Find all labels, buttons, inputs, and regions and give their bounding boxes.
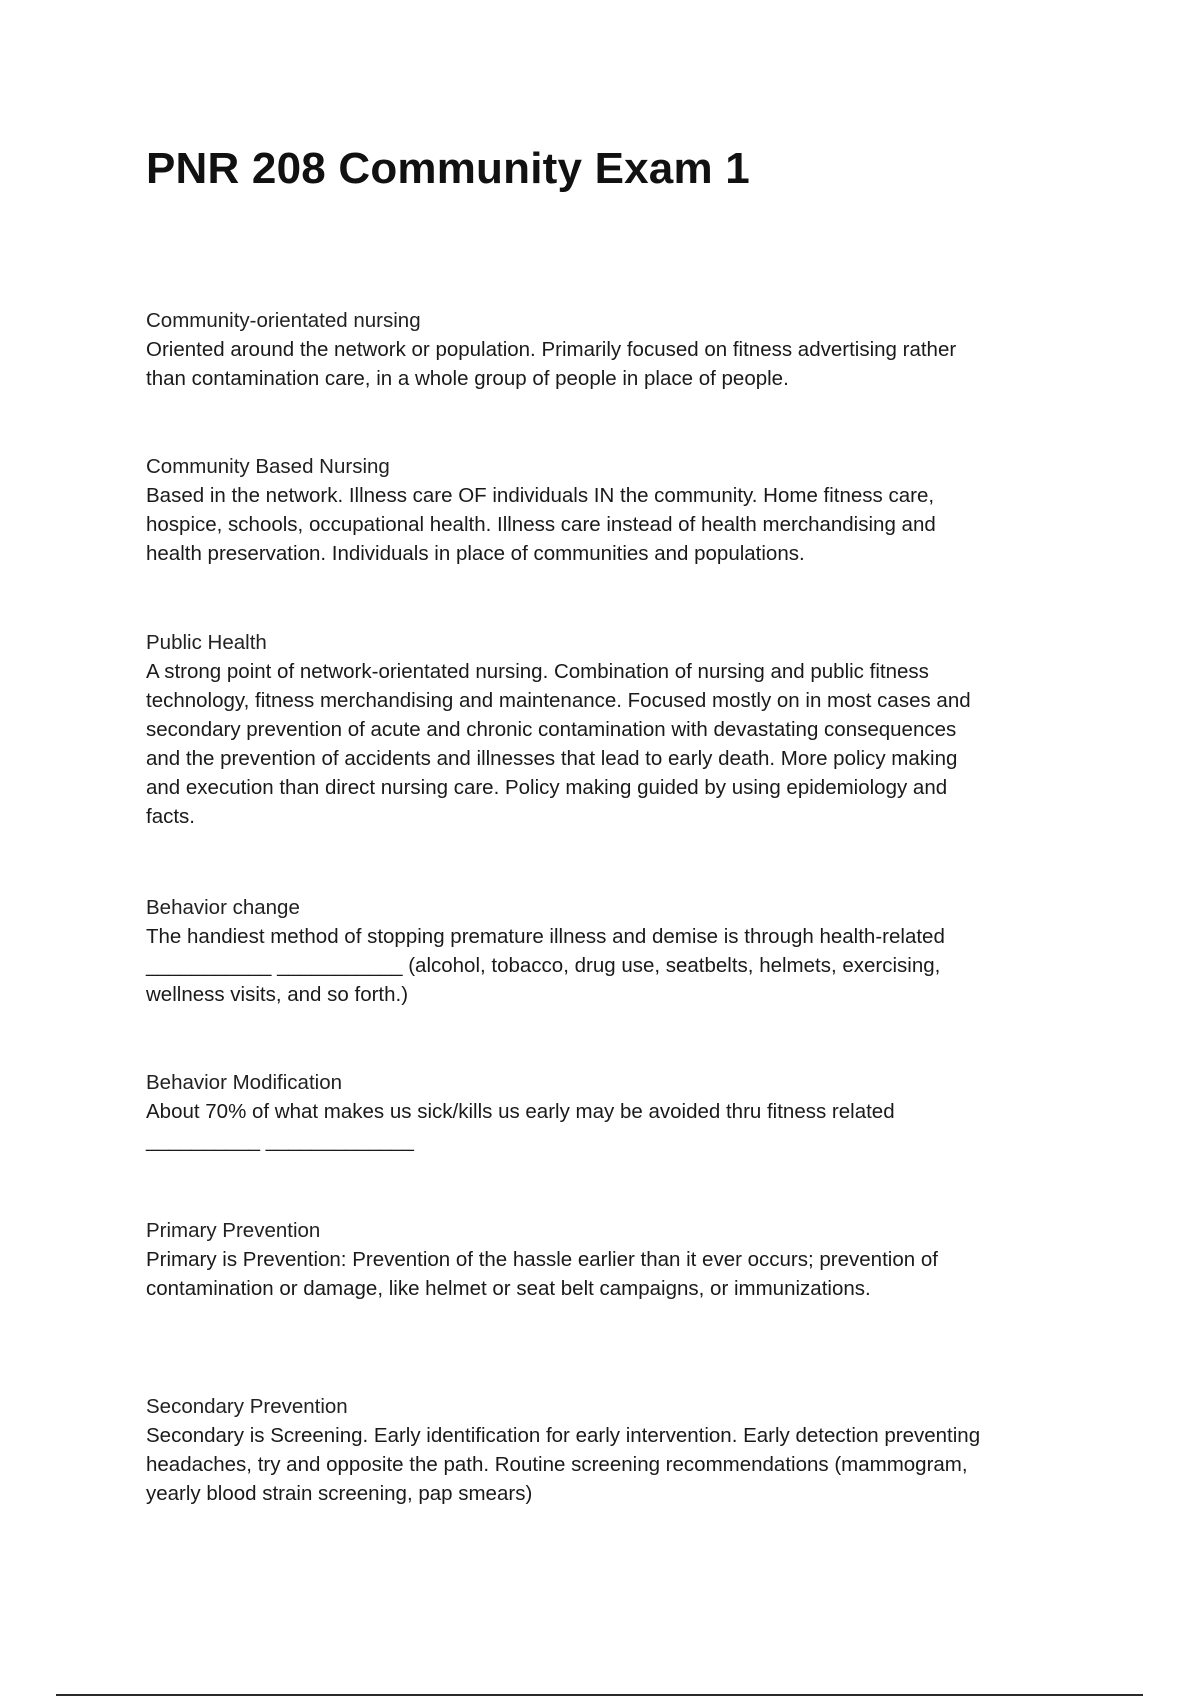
entry-secondary-prevention [146, 1392, 1066, 1508]
entry-definition: Primary is Prevention: Prevention of the hassle earlier than it ever occurs; prevention of contamination or damage, like helmet or seat belt campaigns, or immunizations. [146, 1248, 938, 1300]
document-title: PNR 208 Community Exam 1 [146, 144, 750, 193]
entry-primary-prevention [146, 1216, 1066, 1303]
entry-definition: The handiest method of stopping premature illness and demise is through health-related ___________ ___________ (alcohol, tobacco, drug use, seatbelts, helmets, exercising, wellness visits, and so forth.) [146, 925, 945, 1006]
entry-term: Secondary Prevention [146, 1395, 348, 1418]
entry-term: Primary Prevention [146, 1219, 321, 1242]
entry-behavior-change [146, 893, 1066, 1009]
entry-term: Community-orientated nursing [146, 309, 421, 332]
entry-term: Community Based Nursing [146, 455, 390, 478]
entry-term: Behavior change [146, 896, 300, 919]
entry-community-orientated-nursing [146, 306, 1066, 393]
entry-definition: Secondary is Screening. Early identification for early intervention. Early detection preventing headaches, try and opposite the path. Routine screening recommendations (mammogram, yearly blood strain screening, pap smears) [146, 1424, 981, 1505]
entry-public-health [146, 628, 1066, 831]
entry-term: Behavior Modification [146, 1071, 342, 1094]
page-bottom-divider [56, 1694, 1143, 1696]
entry-behavior-modification [146, 1068, 1066, 1155]
entry-term: Public Health [146, 631, 267, 654]
entry-community-based-nursing [146, 452, 1066, 568]
entry-definition: A strong point of network-orientated nursing. Combination of nursing and public fitness technology, fitness merchandising and maintenance. Focused mostly on in most cases and secondary prevention of acute and chronic contamination with devastating consequences and the prevention of accidents and illnesses that lead to early death. More policy making and execution than direct nursing care. Policy making guided by using epidemiology and facts. [146, 660, 971, 828]
entry-definition: About 70% of what makes us sick/kills us early may be avoided thru fitness related __________ _____________ [146, 1100, 895, 1152]
entry-definition: Oriented around the network or population. Primarily focused on fitness advertising rather than contamination care, in a whole group of people in place of people. [146, 338, 957, 390]
entry-definition: Based in the network. Illness care OF individuals IN the community. Home fitness care, hospice, schools, occupational health. Illness care instead of health merchandising and health preservation. Individuals in place of communities and populations. [146, 484, 936, 565]
